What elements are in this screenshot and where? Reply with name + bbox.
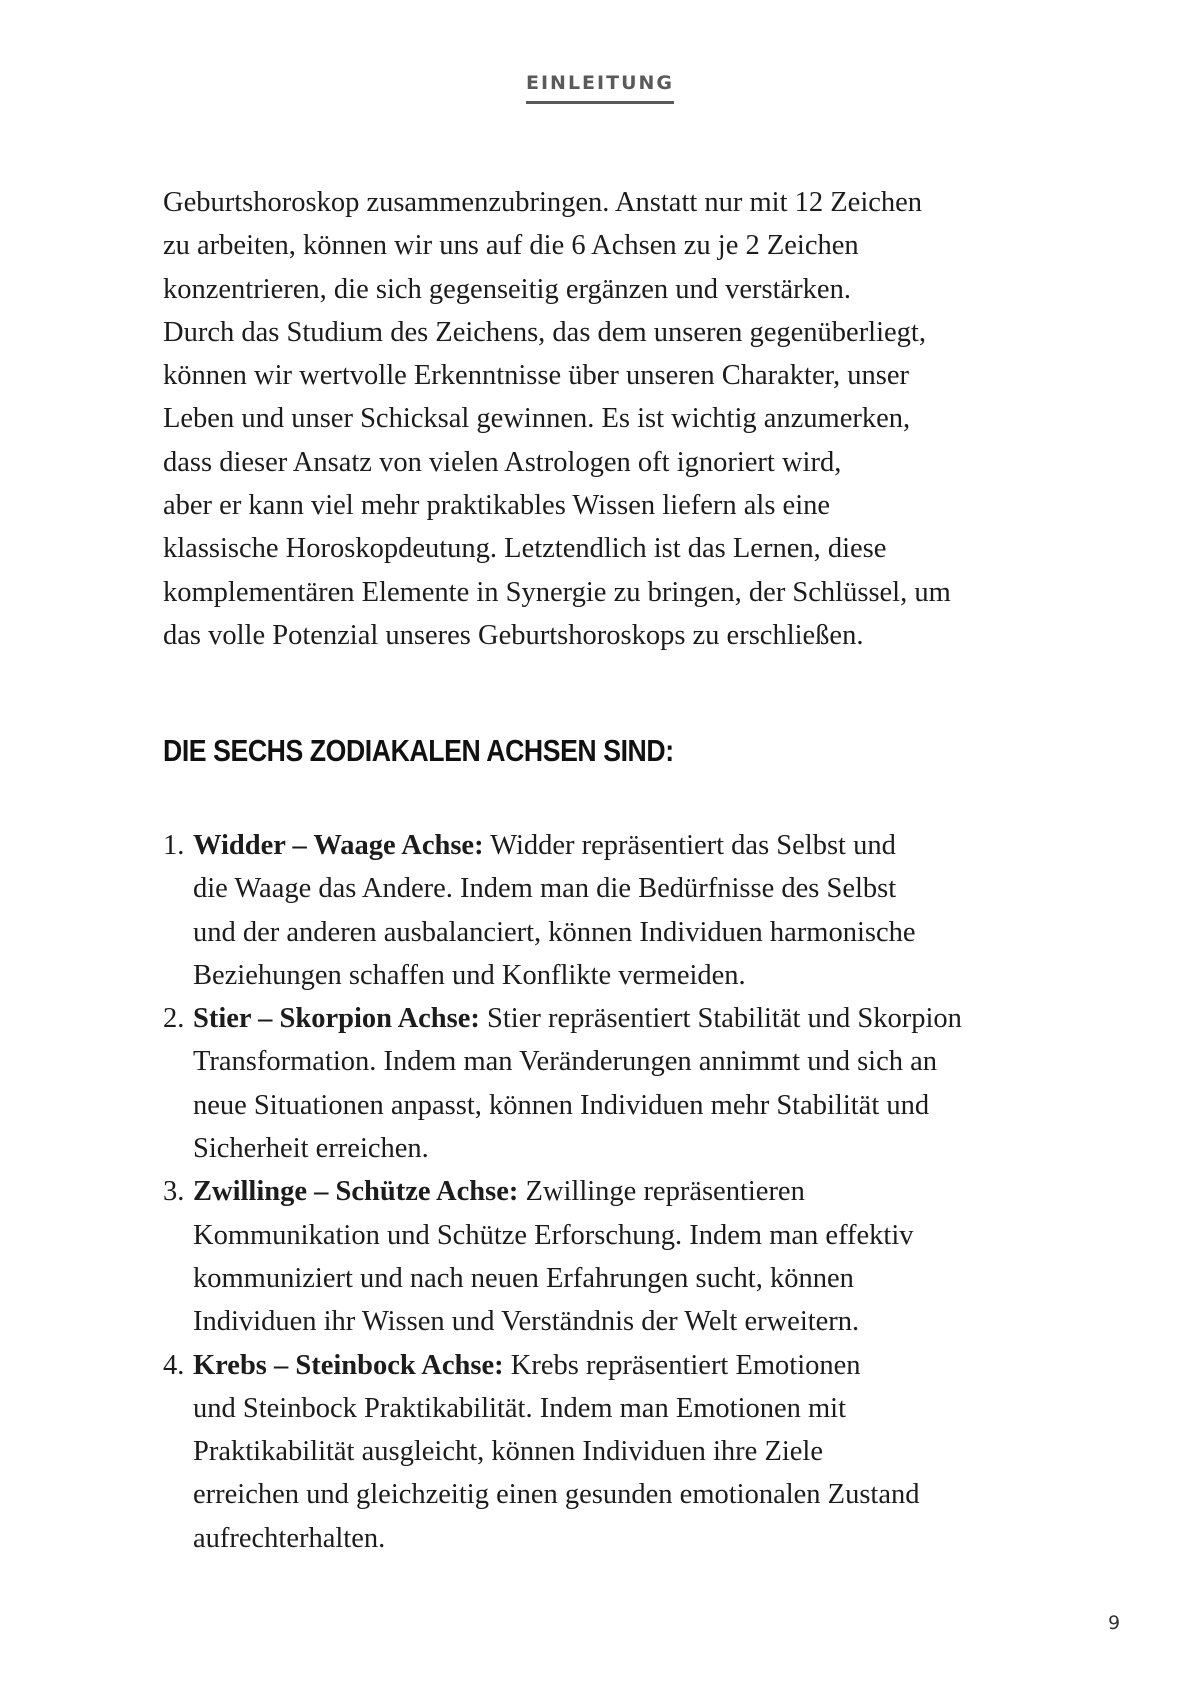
running-header	[0, 72, 1200, 104]
paragraph-line: das volle Potenzial unseres Geburtshoroskops zu erschließen.	[163, 619, 864, 651]
paragraph-line: Durch das Studium des Zeichens, das dem unseren gegenüberliegt,	[163, 316, 926, 348]
list-item-line: neue Situationen anpasst, können Individuen mehr Stabilität und	[193, 1089, 930, 1121]
list-item-line: Individuen ihr Wissen und Verständnis der Welt erweitern.	[193, 1306, 860, 1338]
list-item-line: und Steinbock Praktikabilität. Indem man Emotionen mit	[193, 1392, 847, 1424]
list-item-term: Krebs – Steinbock Achse:	[193, 1349, 504, 1381]
running-header-title: EINLEITUNG	[526, 72, 674, 104]
list-item	[163, 997, 1063, 1170]
list-item-number: 1.	[163, 830, 185, 861]
list-item-first-line	[193, 997, 1063, 1040]
list-item-line: Kommunikation und Schütze Erforschung. Indem man effektiv	[193, 1219, 914, 1251]
list-item-line: Transformation. Indem man Veränderungen annimmt und sich an	[193, 1046, 938, 1078]
paragraph-line: Leben und unser Schicksal gewinnen. Es ist wichtig anzumerken,	[163, 403, 911, 435]
paragraph-line: zu arbeiten, können wir uns auf die 6 Achsen zu je 2 Zeichen	[163, 230, 859, 262]
paragraph-line: konzentrieren, die sich gegenseitig ergänzen und verstärken.	[163, 273, 851, 305]
list-item-first-line	[193, 824, 1063, 867]
paragraph-line: aber er kann viel mehr praktikables Wissen liefern als eine	[163, 490, 831, 522]
list-item-line: die Waage das Andere. Indem man die Bedürfnisse des Selbst	[193, 873, 897, 905]
page-number: 9	[1108, 1612, 1121, 1634]
list-item-line: kommuniziert und nach neuen Erfahrungen sucht, können	[193, 1262, 854, 1294]
list-item-text: Zwillinge repräsentieren	[518, 1176, 805, 1208]
list-item-first-line	[193, 1170, 1063, 1213]
list-item-line: erreichen und gleichzeitig einen gesunden emotionalen Zustand	[193, 1479, 920, 1511]
list-item-term: Widder – Waage Achse:	[193, 830, 484, 861]
paragraph-line: können wir wertvolle Erkenntnisse über unseren Charakter, unser	[163, 360, 909, 392]
paragraph-line: komplementären Elemente in Synergie zu bringen, der Schlüssel, um	[163, 576, 951, 608]
list-item-first-line	[193, 1344, 1063, 1387]
list-item-number: 3.	[163, 1176, 185, 1208]
section-heading: DIE SECHS ZODIAKALEN ACHSEN SIND:	[163, 733, 674, 768]
list-item	[163, 824, 1063, 997]
list-item-term: Zwillinge – Schütze Achse:	[193, 1176, 519, 1208]
list-item-line: und der anderen ausbalanciert, können Individuen harmonische	[193, 916, 916, 948]
intro-paragraph	[163, 181, 1063, 657]
zodiac-axes-list	[163, 824, 1063, 1560]
list-item-number: 2.	[163, 1003, 185, 1035]
list-item-term: Stier – Skorpion Achse:	[193, 1003, 480, 1035]
list-item-number: 4.	[163, 1349, 185, 1381]
list-item-line: Sicherheit erreichen.	[193, 1133, 429, 1165]
list-item-text: Stier repräsentiert Stabilität und Skorpion	[479, 1003, 962, 1035]
list-item-text: Widder repräsentiert das Selbst und	[483, 830, 896, 861]
list-item-line: Praktikabilität ausgleicht, können Individuen ihre Ziele	[193, 1436, 823, 1468]
list-item	[163, 1344, 1063, 1560]
list-item-line: Beziehungen schaffen und Konflikte vermeiden.	[193, 959, 746, 991]
paragraph-line: Geburtshoroskop zusammenzubringen. Anstatt nur mit 12 Zeichen	[163, 187, 923, 218]
list-item-line: aufrechterhalten.	[193, 1522, 386, 1554]
list-item-text: Krebs repräsentiert Emotionen	[503, 1349, 861, 1381]
paragraph-line: klassische Horoskopdeutung. Letztendlich ist das Lernen, diese	[163, 533, 887, 565]
paragraph-line: dass dieser Ansatz von vielen Astrologen oft ignoriert wird,	[163, 446, 842, 478]
list-item	[163, 1170, 1063, 1343]
